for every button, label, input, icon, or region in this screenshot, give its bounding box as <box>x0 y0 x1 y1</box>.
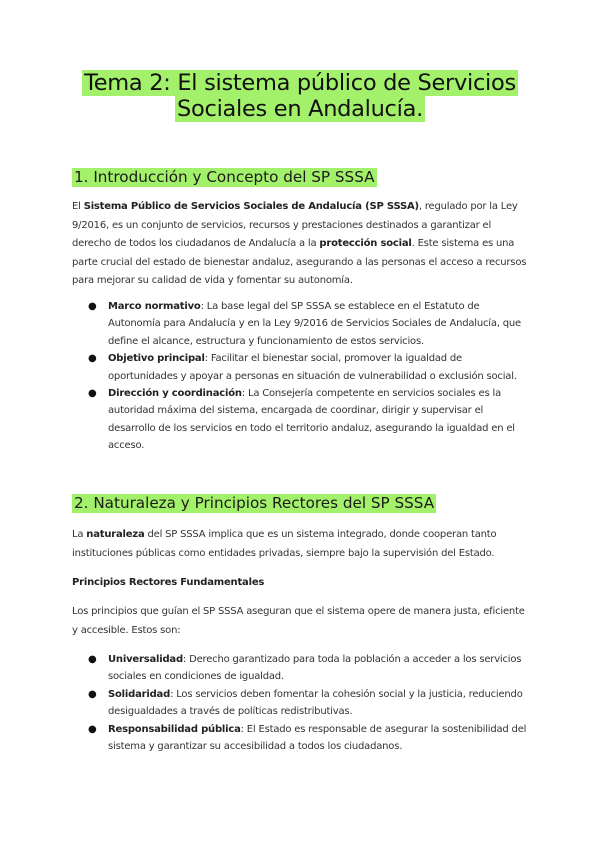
section-2-intro: La naturaleza del SP SSSA implica que es un sistema integrado, donde cooperan tanto instituciones públicas como entidades privadas, siempre bajo la supervisión del Estado. <box>72 529 497 559</box>
term-naturaleza: naturaleza <box>86 529 145 540</box>
section-2-heading: 2. Naturaleza y Principios Rectores del SP SSSA <box>74 494 435 512</box>
section-1-intro: El Sistema Público de Servicios Sociales de Andalucía (SP SSSA), regulado por la Ley 9/2016, es un conjunto de servicios, recursos y prestaciones destinados a garantizar el derecho de todos los ciudadanos de Andalucía a la protección social. Este sistema es una parte crucial del estado de bienestar andaluz, asegurando a las personas el acceso a recursos para mejorar su calidad de vida y fomentar su autonomía. <box>72 201 527 286</box>
principles-list <box>72 651 532 755</box>
list-item: ● Dirección y coordinación: La Consejería competente en servicios sociales es la autoridad máxima del sistema, encargada de coordinar, dirigir y supervisar el desarrollo de los servicios en todo el territorio andaluz, asegurando la igualdad en el acceso. <box>72 385 532 455</box>
list-item: ● Universalidad: Derecho garantizado para toda la población a acceder a los servicios sociales en condiciones de igualdad. <box>72 651 532 686</box>
term-sp-sssa: Sistema Público de Servicios Sociales de Andalucía (SP SSSA) <box>83 201 419 212</box>
list-item: ● Responsabilidad pública: El Estado es responsable de asegurar la sostenibilidad del sistema y garantizar su accesibilidad a todos los ciudadanos. <box>72 721 532 756</box>
principles-subheading: Principios Rectores Fundamentales <box>72 577 265 588</box>
title-line-2: Sociales en Andalucía. <box>177 96 423 122</box>
title-line-1: Tema 2: El sistema público de Servicios <box>84 70 516 96</box>
section-1-list <box>72 298 532 455</box>
section-1-heading: 1. Introducción y Concepto del SP SSSA <box>74 168 375 186</box>
page-title <box>40 70 560 122</box>
bullet-icon: ● <box>88 353 97 365</box>
bullet-icon: ● <box>88 654 97 665</box>
principles-intro: Los principios que guían el SP SSSA aseguran que el sistema opere de manera justa, eficiente y accesible. Estos son: <box>72 606 525 636</box>
bullet-icon: ● <box>88 723 97 735</box>
bullet-icon: ● <box>88 388 97 400</box>
list-item: ● Objetivo principal: Facilitar el bienestar social, promover la igualdad de oportunidades y apoyar a personas en situación de vulnerabilidad o exclusión social. <box>72 350 532 385</box>
list-item: ● Solidaridad: Los servicios deben fomentar la cohesión social y la justicia, reduciendo desigualdades a través de políticas redistributivas. <box>72 686 532 721</box>
bullet-icon: ● <box>88 688 97 700</box>
term-proteccion-social: protección social <box>319 238 412 249</box>
bullet-icon: ● <box>88 301 97 312</box>
list-item: ● Marco normativo: La base legal del SP SSSA se establece en el Estatuto de Autonomía para Andalucía y en la Ley 9/2016 de Servicios Sociales de Andalucía, que define el alcance, estructura y funcionamiento de estos servicios. <box>72 298 532 350</box>
